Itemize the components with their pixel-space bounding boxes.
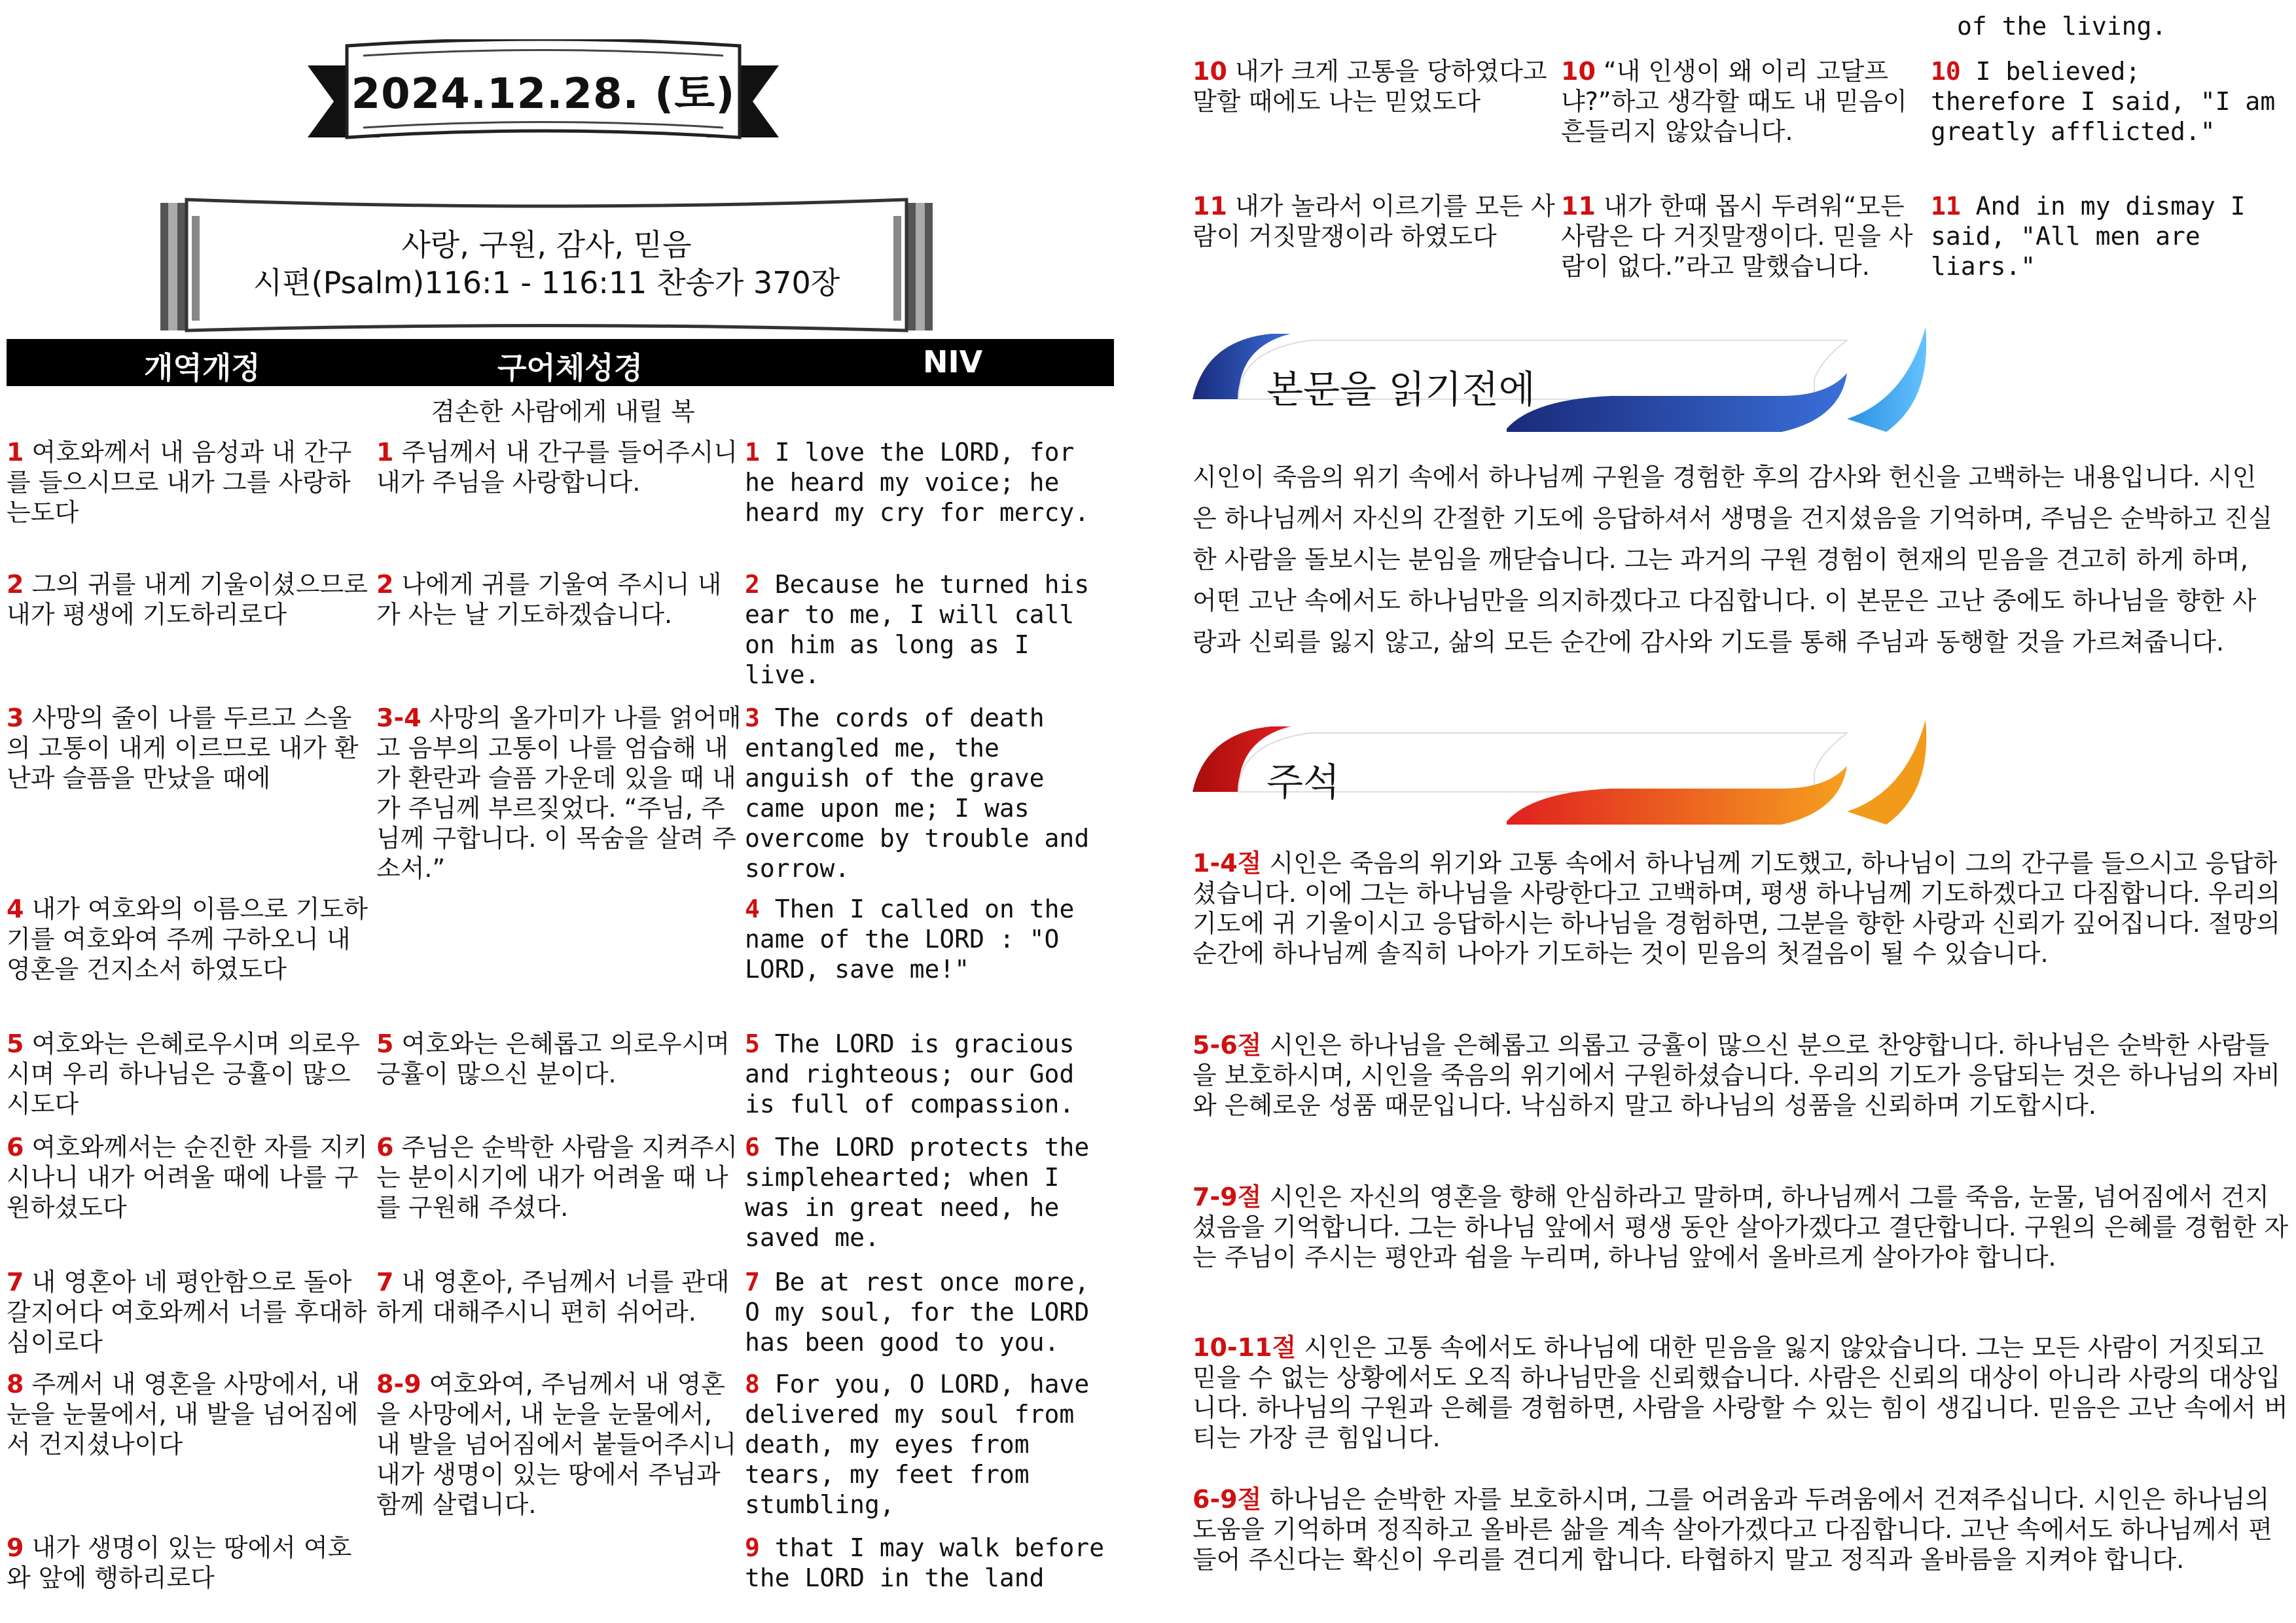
verse-number: 9 — [745, 1533, 760, 1562]
note-text: 시인은 죽음의 위기와 고통 속에서 하나님께 기도했고, 하나님이 그의 간구를 들으시고 응답하셨습니다. 이에 그는 하나님을 사랑한다고 고백하며, 평생 하나님께 기도하겠다고 다짐합니다. 우리의 기도에 귀 기울이시고 응답하시는 하나님을 경험하면, 그분을 향한 사랑과 신뢰가 깊어집니다. 절망의 순간에 하나님께 솔직히 나아가 기도하는 것이 믿음의 첫걸음이 될 수 있습니다. — [1193, 849, 2281, 968]
krv-verse — [7, 894, 373, 984]
column-header-bar — [7, 339, 1114, 386]
verse-text: 내 영혼아 네 평안함으로 돌아갈지어다 여호와께서 너를 후대하심이로다 — [7, 1268, 367, 1357]
krv-verse — [7, 569, 373, 630]
verse-number: 6 — [376, 1133, 394, 1162]
verse-number: 1 — [376, 438, 394, 467]
verse-text: I love the LORD, for he heard my voice; he heard my cry for mercy. — [745, 438, 1090, 527]
verse-text: For you, O LORD, have delivered my soul from death, my eyes from tears, my feet from stumbling, — [745, 1370, 1090, 1519]
col-header-niv: NIV — [923, 344, 983, 380]
modern-verse — [376, 1132, 743, 1222]
krv-verse — [7, 1029, 373, 1119]
verse-number: 9 — [7, 1533, 24, 1562]
verse-text: 주님은 순박한 사람을 지켜주시는 분이시기에 내가 어려울 때 나를 구원해 주셨다. — [376, 1133, 738, 1222]
modern-verse — [376, 569, 743, 630]
commentary-note — [1193, 1332, 2289, 1453]
modern-verse-11 — [1561, 191, 1928, 281]
niv-verse-11 — [1931, 191, 2284, 281]
verse-number: 8 — [745, 1370, 760, 1399]
verse-number: 11 — [1931, 192, 1961, 221]
verse-number: 8 — [7, 1370, 24, 1399]
verse-text: 그의 귀를 내게 기울이셨으므로 내가 평생에 기도하리로다 — [7, 570, 368, 629]
col-header-modern: 구어체성경 — [497, 350, 643, 385]
krv-verse — [7, 1267, 373, 1357]
verse-text: Then I called on the name of the LORD : "O LORD, save me!" — [745, 895, 1075, 984]
krv-verse — [7, 1132, 373, 1222]
modern-verse-10 — [1561, 56, 1928, 147]
verse-text: 주님께서 내 간구를 들어주시니 내가 주님을 사랑합니다. — [376, 438, 738, 497]
verse-range: 1-4절 — [1193, 849, 1262, 878]
niv-verse — [745, 569, 1118, 690]
modern-verse — [376, 437, 743, 497]
verse-number: 1 — [745, 438, 760, 467]
verse-number: 11 — [1193, 192, 1227, 221]
niv-continuation: of the living. — [1957, 12, 2167, 41]
verse-text: 사망의 줄이 나를 두르고 스올의 고통이 내게 이르므로 내가 환난과 슬픔을 만났을 때에 — [7, 704, 359, 793]
note-text: 하나님은 순박한 자를 보호하시며, 그를 어려움과 두려움에서 건져주십니다. 시인은 하나님의 도움을 기억하며 정직하고 올바른 삶을 계속 살아가겠다고 다짐합니다. 고난 속에서도 하나님께서 편들어 주신다는 확신이 우리를 견디게 합니다. 타협하지 말고 정직과 올바름을 지켜야 합니다. — [1193, 1485, 2272, 1574]
niv-verse — [745, 1029, 1118, 1119]
verse-text: 내가 놀라서 이르기를 모든 사람이 거짓말쟁이라 하였도다 — [1193, 192, 1555, 251]
reference-line: 시편(Psalm)116:1 - 116:11 찬송가 370장 — [253, 265, 840, 300]
note-text: 시인은 자신의 영혼을 향해 안심하라고 말하며, 하나님께서 그를 죽음, 눈물, 넘어짐에서 건지셨음을 기억합니다. 그는 하나님 앞에서 평생 동안 살아가겠다고 결단합니다. 구원의 은혜를 경험한 자는 주님이 주시는 평안과 쉼을 누리며, 하나님 앞에서 올바르게 살아가야 합니다. — [1193, 1183, 2289, 1272]
krv-verse — [7, 1533, 373, 1593]
verse-text: 내가 한때 몹시 두려워“모든 사람은 다 거짓말쟁이다. 믿을 사람이 없다.”라고 말했습니다. — [1561, 192, 1913, 281]
modern-verse — [376, 1029, 743, 1089]
verse-text: that I may walk before the LORD in the land — [745, 1533, 1105, 1592]
verse-number: 10 — [1931, 57, 1961, 86]
verse-number: 10 — [1193, 57, 1227, 86]
verse-number: 4 — [745, 895, 760, 923]
commentary-note — [1193, 1030, 2289, 1120]
verse-range: 7-9절 — [1193, 1183, 1262, 1211]
verse-number: 3-4 — [376, 704, 422, 732]
verse-text: 여호와여, 주님께서 내 영혼을 사망에서, 내 눈을 눈물에서, 내 발을 넘어짐에서 붙들어주시니 내가 생명이 있는 땅에서 주님과 함께 살렵니다. — [376, 1370, 737, 1519]
niv-verse — [745, 703, 1118, 883]
verse-text: The LORD protects the simplehearted; when I was in great need, he saved me. — [745, 1133, 1090, 1252]
intro-text: 시인이 죽음의 위기 속에서 하나님께 구원을 경험한 후의 감사와 헌신을 고백하는 내용입니다. 시인은 하나님께서 자신의 간절한 기도에 응답하셔서 생명을 건지셨음을 기억하며, 주님은 순박하고 진실한 사람을 돌보시는 분임을 깨닫습니다. 그는 과거의 구원 경험이 현재의 믿음을 견고히 하게 하며, 어떤 고난 속에서도 하나님만을 의지하겠다고 다짐합니다. 이 본문은 고난 중에도 하나님을 향한 사랑과 신뢰를 잃지 않고, 삶의 모든 순간에 감사와 기도를 통해 주님과 동행할 것을 가르쳐줍니다. — [1193, 463, 2272, 656]
verse-number: 8-9 — [376, 1370, 422, 1399]
niv-verse-10 — [1931, 56, 2284, 147]
krv-verse — [7, 703, 373, 793]
niv-verse — [745, 437, 1118, 527]
verse-text: Be at rest once more, O my soul, for the LORD has been good to you. — [745, 1268, 1090, 1357]
verse-text: The cords of death entangled me, the anguish of the grave came upon me; I was overcome by trouble and sorrow. — [745, 704, 1090, 883]
intro-title: 본문을 읽기전에 — [1266, 367, 1535, 412]
note-text: 시인은 하나님을 은혜롭고 의롭고 긍휼이 많으신 분으로 찬양합니다. 하나님은 순박한 사람들을 보호하시며, 시인을 죽음의 위기에서 구원하셨습니다. 우리의 기도가 응답되는 것은 하나님의 자비와 은혜로운 성품 때문입니다. 낙심하지 말고 하나님의 성품을 신뢰하며 기도합시다. — [1193, 1031, 2281, 1120]
commentary-note — [1193, 848, 2289, 969]
commentary-note — [1193, 1484, 2289, 1575]
verse-number: 11 — [1561, 192, 1596, 221]
verse-text: 내가 여호와의 이름으로 기도하기를 여호와여 주께 구하오니 내 영혼을 건지소서 하였도다 — [7, 895, 368, 984]
verse-number: 5 — [7, 1029, 24, 1058]
niv-verse — [745, 1267, 1118, 1357]
bulletin-date: 2024.12.28. (토) — [351, 70, 736, 118]
modern-verse — [376, 703, 743, 883]
verse-text: 내가 크게 고통을 당하였다고 말할 때에도 나는 믿었도다 — [1193, 57, 1547, 116]
verse-text: “내 인생이 왜 이리 고달프냐?”하고 생각할 때도 내 믿음이 흔들리지 않았습니다. — [1561, 57, 1907, 146]
verse-text: 주께서 내 영혼을 사망에서, 내 눈을 눈물에서, 내 발을 넘어짐에서 건지셨나이다 — [7, 1370, 360, 1459]
verse-text: The LORD is gracious and righteous; our God is full of compassion. — [745, 1029, 1075, 1118]
krv-verse-10 — [1193, 56, 1559, 116]
verse-text: Because he turned his ear to me, I will call on him as long as I live. — [745, 570, 1090, 689]
verse-number: 3 — [7, 704, 24, 732]
topics-line: 사랑, 구원, 감사, 믿음 — [401, 227, 692, 262]
krv-verse — [7, 437, 373, 527]
verse-text: 여호와는 은혜롭고 의로우시며 긍휼이 많으신 분이다. — [376, 1029, 730, 1088]
verse-text: 사망의 올가미가 나를 얽어매고 음부의 고통이 나를 엄습해 내가 환란과 슬픔 가운데 있을 때 내가 주님께 부르짖었다. “주님, 주님께 구합니다. 이 목숨을 살려 주소서.” — [376, 704, 742, 883]
verse-text: 여호와께서 내 음성과 내 간구를 들으시므로 내가 그를 사랑하는도다 — [7, 438, 352, 527]
verse-text: I believed; therefore I said, "I am greatly afflicted." — [1931, 57, 2276, 146]
verse-number: 2 — [745, 570, 760, 599]
verse-text: 내 영혼아, 주님께서 너를 관대하게 대해주시니 편히 쉬어라. — [376, 1268, 730, 1327]
scroll-title — [160, 226, 933, 302]
verse-number: 1 — [7, 438, 24, 467]
verse-number: 5 — [376, 1029, 394, 1058]
verse-range: 5-6절 — [1193, 1031, 1262, 1060]
verse-text: 여호와께서는 순진한 자를 지키시나니 내가 어려울 때에 나를 구원하셨도다 — [7, 1133, 368, 1222]
modern-verse — [376, 1267, 743, 1327]
verse-text: 여호와는 은혜로우시며 의로우시며 우리 하나님은 긍휼이 많으시도다 — [7, 1029, 360, 1118]
col-header-krv: 개역개정 — [144, 350, 260, 385]
note-text: 시인은 고통 속에서도 하나님에 대한 믿음을 잃지 않았습니다. 그는 모든 사람이 거짓되고 믿을 수 없는 상황에서도 오직 하나님만을 신뢰했습니다. 사람은 신뢰의 대상이 아니라 사랑의 대상입니다. 하나님의 구원과 은혜를 경험하면, 사람을 사랑할 수 있는 힘이 생깁니다. 믿음은 고난 속에서 버티는 가장 큰 힘입니다. — [1193, 1333, 2288, 1452]
niv-verse — [745, 1132, 1118, 1253]
verse-text: And in my dismay I said, "All men are liars." — [1931, 192, 2246, 281]
verse-range: 10-11절 — [1193, 1333, 1297, 1362]
commentary-note — [1193, 1182, 2289, 1272]
verse-text: 내가 생명이 있는 땅에서 여호와 앞에 행하리로다 — [7, 1533, 352, 1592]
modern-verse — [376, 1369, 743, 1520]
commentary-title: 주석 — [1266, 760, 1340, 804]
krv-verse — [7, 1369, 373, 1459]
krv-verse-11 — [1193, 191, 1559, 251]
verse-number: 10 — [1561, 57, 1596, 86]
niv-verse — [745, 1533, 1118, 1593]
passage-title: 겸손한 사람에게 내릴 복 — [431, 397, 695, 426]
verse-number: 6 — [7, 1133, 24, 1162]
verse-number: 7 — [7, 1268, 24, 1296]
niv-verse — [745, 894, 1118, 984]
verse-number: 2 — [7, 570, 24, 599]
niv-verse — [745, 1369, 1118, 1520]
verse-text: 나에게 귀를 기울여 주시니 내가 사는 날 기도하겠습니다. — [376, 570, 722, 629]
verse-number: 4 — [7, 895, 24, 923]
verse-number: 5 — [745, 1029, 760, 1058]
verse-number: 3 — [745, 704, 760, 732]
verse-number: 6 — [745, 1133, 760, 1162]
verse-number: 7 — [376, 1268, 394, 1296]
verse-number: 7 — [745, 1268, 760, 1296]
verse-range: 6-9절 — [1193, 1485, 1262, 1514]
verse-number: 2 — [376, 570, 394, 599]
